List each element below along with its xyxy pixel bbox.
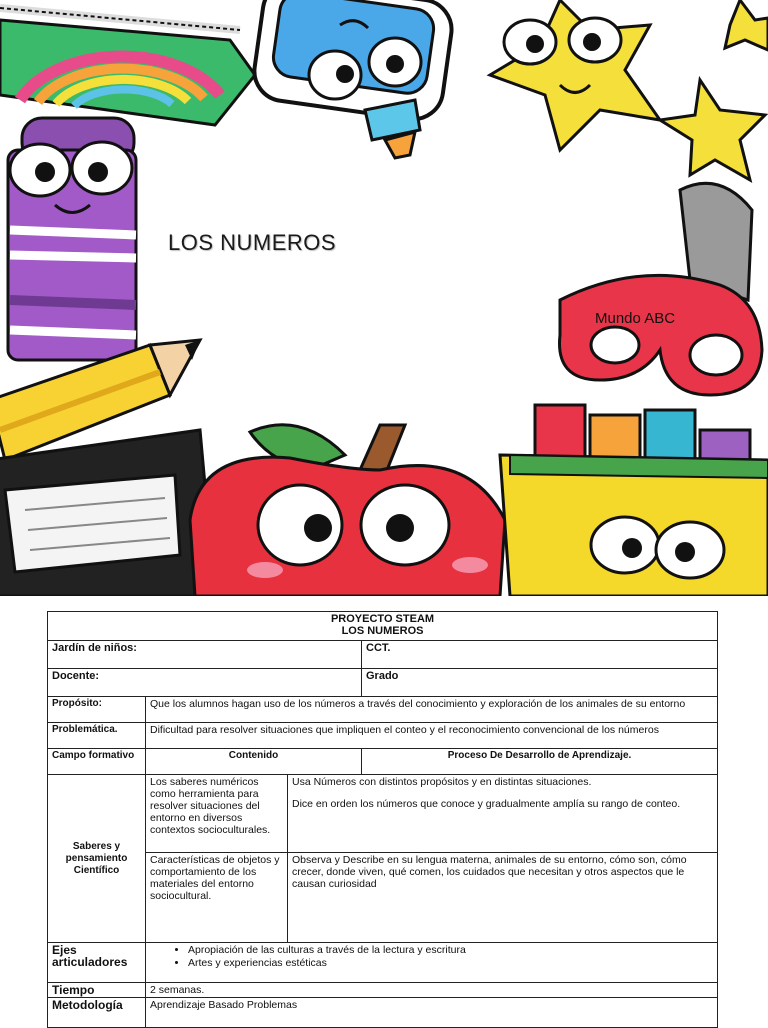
star-small-icon (660, 0, 768, 180)
table-row (48, 697, 718, 723)
problematica-text: Dificultad para resolver situaciones que impliquen el conteo y el reconocimiento convencional de los números (146, 723, 718, 749)
header-line2: LOS NUMEROS (341, 625, 424, 637)
table-row (48, 853, 718, 943)
cover-title: LOS NUMEROS (168, 230, 337, 255)
proceso-2: Observa y Describe en su lengua materna, animales de su entorno, cómo son, cómo crecer, donde viven, qué comen, los cuidados que necesitan y otros aspectos que le causan curiosidad (288, 853, 718, 943)
saberes-label: Saberes y pensamiento Científico (48, 775, 146, 943)
ejes-cell (146, 943, 718, 983)
ejes-list (150, 944, 713, 970)
table-row (48, 943, 718, 983)
problematica-label: Problemática. (48, 723, 146, 749)
proceso-1a: Usa Números con distintos propósitos y en distintas situaciones. (292, 776, 592, 788)
apple-icon (190, 425, 505, 596)
jardin-label: Jardín de niños: (48, 641, 362, 669)
metodologia-text: Aprendizaje Basado Problemas (146, 998, 718, 1028)
table-header-row (48, 612, 718, 641)
tiempo-text: 2 semanas. (146, 983, 718, 998)
table-row (48, 749, 718, 775)
list-item: • Artes y experiencias estéticas (188, 957, 713, 970)
metodologia-label: Metodología (48, 998, 146, 1028)
tiempo-label: Tiempo (48, 983, 146, 998)
table-row (48, 641, 718, 669)
header-line1: PROYECTO STEAM (330, 613, 435, 625)
table-row (48, 998, 718, 1028)
proceso-label: Proceso De Desarrollo de Aprendizaje. (362, 749, 718, 775)
table-row (48, 723, 718, 749)
grado-label: Grado (362, 669, 718, 697)
proposito-label: Propósito: (48, 697, 146, 723)
cct-label: CCT. (362, 641, 718, 669)
scissors-icon (560, 183, 763, 395)
table-row (48, 983, 718, 998)
ejes-label: Ejes articuladores (48, 943, 146, 983)
contenido-label: Contenido (146, 749, 362, 775)
proceso-1b: Dice en orden los números que conoce y gradualmente amplía su rango de conteo. (292, 798, 681, 810)
notebook-icon (0, 430, 215, 596)
star-icon (490, 0, 660, 150)
glue-stick-icon (8, 118, 136, 360)
rainbow-folder-icon (0, 8, 255, 125)
project-table (47, 611, 718, 1028)
glue-blue-icon (251, 0, 456, 158)
page-divider (0, 596, 768, 608)
table-row (48, 775, 718, 853)
list-item: • Apropiación de las culturas a través de la lectura y escritura (188, 944, 713, 957)
crayon-box-icon (500, 405, 768, 596)
docente-label: Docente: (48, 669, 362, 697)
proceso-1 (288, 775, 718, 853)
contenido-2: Características de objetos y comportamiento de los materiales del entorno sociocultural. (146, 853, 288, 943)
contenido-1: Los saberes numéricos como herramienta para resolver situaciones del entorno en diversos contextos socioculturales. (146, 775, 288, 853)
table-row (48, 669, 718, 697)
proposito-text: Que los alumnos hagan uso de los números a través del conocimiento y exploración de los animales de su entorno (146, 697, 718, 723)
campo-label: Campo formativo (48, 749, 146, 775)
table-header (48, 612, 718, 641)
scissors-brand: Mundo ABC (595, 310, 676, 327)
